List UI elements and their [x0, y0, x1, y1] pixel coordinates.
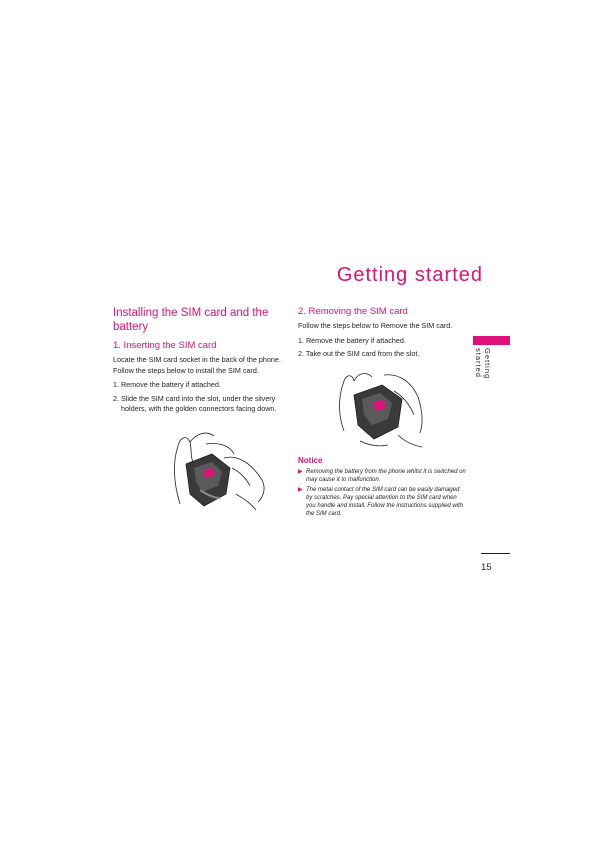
right-column	[298, 306, 466, 520]
section-heading: Installing the SIM card and the battery	[113, 307, 269, 333]
insert-sim-illustration	[166, 424, 276, 514]
insert-sim-intro: Locate the SIM card socket in the back of the phone. Follow the steps below to install the SIM card.	[113, 355, 281, 375]
notice-box	[298, 456, 466, 518]
remove-step-2: 2. Take out the SIM card from the slot.	[298, 349, 420, 358]
notice-item-text: The metal contact of the SIM card can be easily damaged by scratches. Pay special attention to the SIM card when you handle and install. Follow the instructions supplied with the SIM card.	[306, 486, 464, 517]
chapter-title: Getting started	[336, 264, 483, 286]
remove-sim-illustration	[334, 369, 434, 449]
remove-sim-intro: Follow the steps below to Remove the SIM card.	[298, 321, 453, 330]
insert-step-2: 2. Slide the SIM card into the slot, under the silvery holders, with the golden connectors facing down.	[113, 393, 277, 413]
page-number-rule	[481, 553, 510, 554]
notice-item	[298, 468, 466, 484]
notice-item-text: Removing the battery from the phone whilst it is switched on may cause it to malfunction.	[306, 468, 466, 483]
triangle-bullet-icon: ▶	[298, 468, 303, 475]
left-column	[113, 306, 283, 517]
notice-title: Notice	[298, 456, 323, 465]
remove-step-1: 1. Remove the battery if attached.	[298, 335, 406, 345]
remove-sim-heading: 2. Removing the SIM card	[298, 306, 408, 317]
side-tab	[473, 336, 510, 345]
notice-item	[298, 486, 466, 518]
triangle-bullet-icon: ▶	[298, 486, 303, 493]
side-tab-label: Getting started	[474, 348, 492, 380]
insert-step-1: 1. Remove the battery if attached.	[113, 380, 221, 389]
insert-sim-heading: 1. Inserting the SIM card	[113, 340, 217, 351]
page-number: 15	[481, 562, 492, 573]
